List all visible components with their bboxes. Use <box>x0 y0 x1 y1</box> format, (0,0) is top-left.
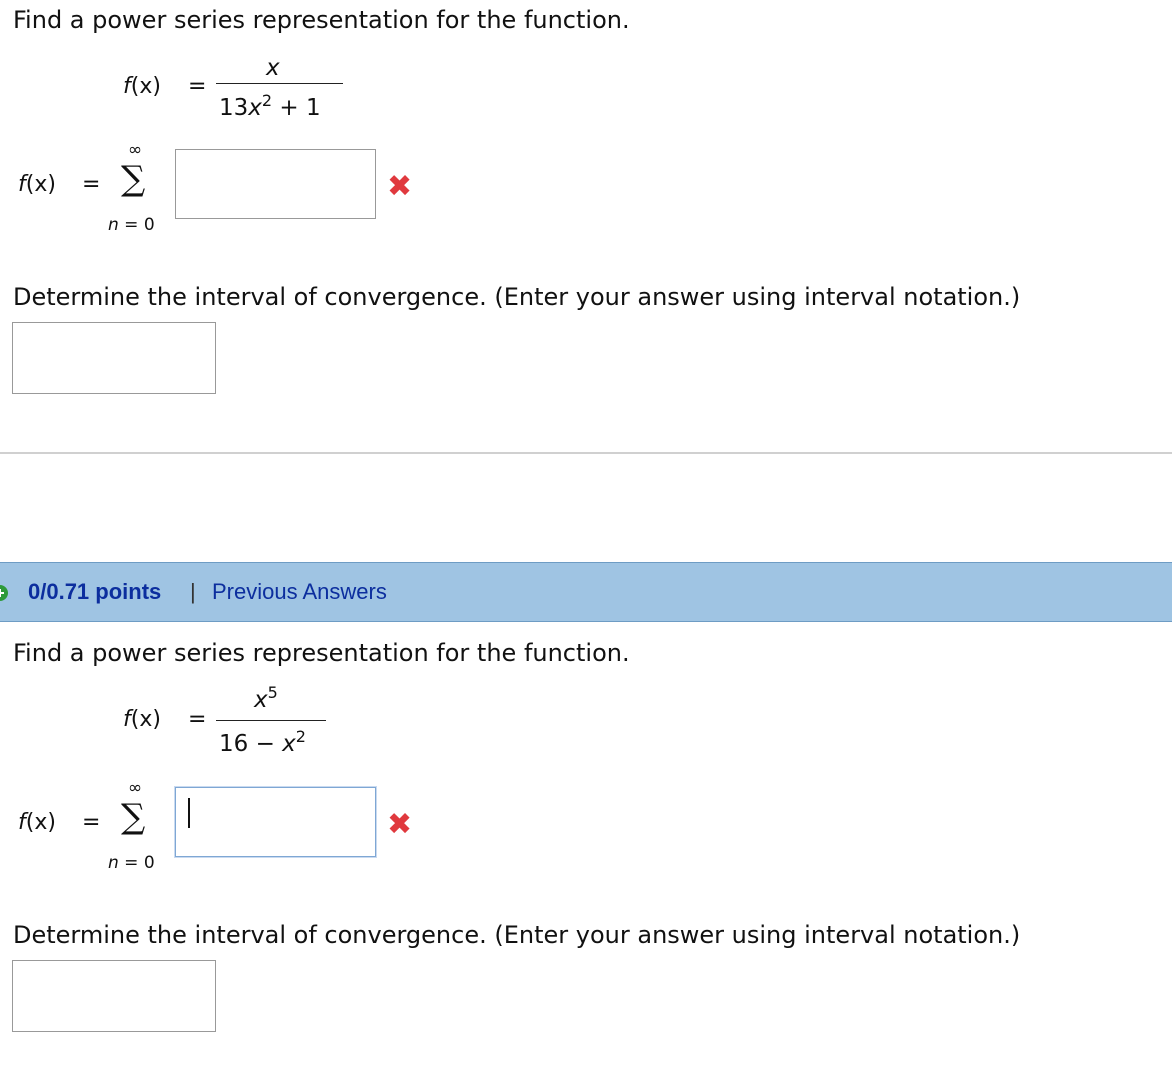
q1-sigma-icon: ∑ <box>121 159 146 199</box>
q2-series-equals: = <box>82 810 101 835</box>
q1-interval-prompt: Determine the interval of convergence. (Enter your answer using interval notation.) <box>13 283 1021 311</box>
q1-fraction-bar <box>216 83 343 84</box>
q2-numerator: $x^5$ <box>254 683 278 713</box>
q2-denominator: $16 - x^2$ <box>219 727 306 757</box>
q2-interval-prompt: Determine the interval of convergence. (Enter your answer using interval notation.) <box>13 921 1021 949</box>
previous-answers-link[interactable]: Previous Answers <box>212 579 387 604</box>
q2-sigma-icon: ∑ <box>121 797 146 837</box>
q2-series-answer-input[interactable] <box>175 787 376 857</box>
q2-sum-lower-limit: n = 0 <box>108 853 155 873</box>
q1-interval-input[interactable] <box>12 322 216 394</box>
question-divider <box>0 452 1172 454</box>
q1-sum-lower-limit: n = 0 <box>108 215 155 235</box>
q2-interval-input[interactable] <box>12 960 216 1032</box>
q1-prompt: Find a power series representation for the function. <box>13 6 630 34</box>
q2-series-label: f(x) <box>18 810 56 835</box>
q1-function-label: f(x) <box>123 74 161 99</box>
expand-plus-icon[interactable] <box>0 585 8 601</box>
q2-prompt: Find a power series representation for the function. <box>13 639 630 667</box>
q2-points: 0/0.71 points <box>28 579 162 604</box>
q1-incorrect-icon: ✖ <box>387 169 413 204</box>
q1-function-equals: = <box>188 74 207 99</box>
q2-incorrect-icon: ✖ <box>387 807 413 842</box>
q1-denominator: $13x^2 + 1$ <box>219 91 321 121</box>
q2-fraction-bar <box>216 720 326 721</box>
q1-series-answer-input[interactable] <box>175 149 376 219</box>
q1-series-equals: = <box>82 172 101 197</box>
q2-function-label: f(x) <box>123 707 161 732</box>
q1-numerator: x <box>266 55 280 81</box>
q2-function-equals: = <box>188 707 207 732</box>
q2-header-separator: | <box>190 579 196 604</box>
text-cursor <box>188 798 190 828</box>
q1-sum-upper-limit: ∞ <box>128 140 143 160</box>
q2-header-bar <box>0 562 1172 622</box>
q2-sum-upper-limit: ∞ <box>128 778 143 798</box>
q1-series-label: f(x) <box>18 172 56 197</box>
